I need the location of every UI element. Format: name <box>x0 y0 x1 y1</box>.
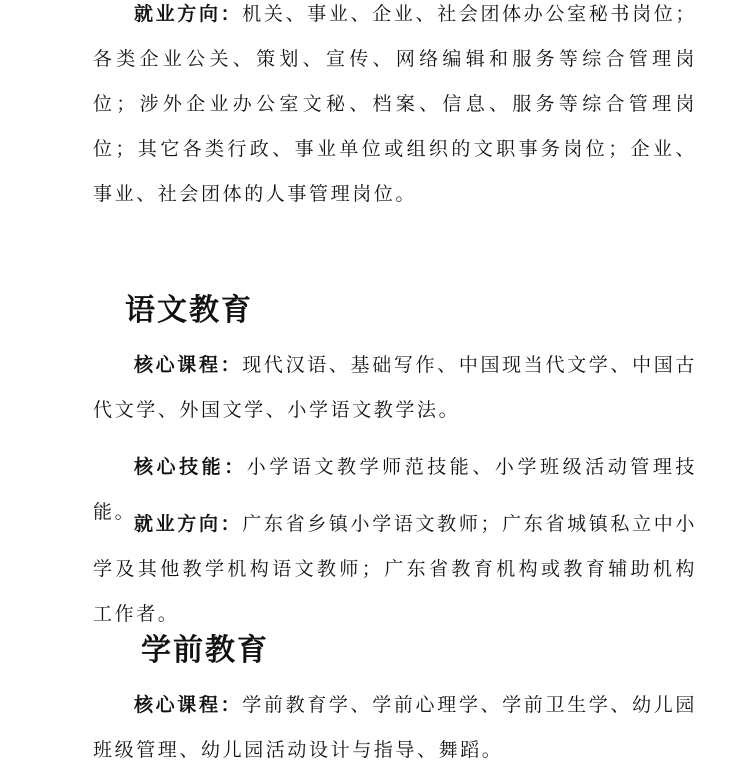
chinese-courses-paragraph <box>93 343 697 433</box>
courses-label: 核心课程： <box>134 694 243 716</box>
courses-text: 学前教育学、学前心理学、学前卫生学、幼儿园班级管理、幼儿园活动设计与指导、舞蹈。 <box>93 694 697 761</box>
section-heading-chinese: 语文教育 <box>125 293 253 328</box>
courses-label: 核心课程： <box>134 354 243 376</box>
chinese-employment-paragraph <box>93 502 697 637</box>
courses-text: 现代汉语、基础写作、中国现当代文学、中国古代文学、外国文学、小学语文教学法。 <box>93 354 697 421</box>
skills-label: 核心技能： <box>134 456 247 478</box>
skills-text: 小学语文教学师范技能、小学班级活动管理技能。 <box>93 456 697 523</box>
employment-label: 就业方向： <box>134 513 243 535</box>
intro-employment-paragraph <box>93 0 697 217</box>
employment-label: 就业方向： <box>134 3 243 25</box>
preschool-courses-paragraph <box>93 683 697 773</box>
employment-text: 广东省乡镇小学语文教师；广东省城镇私立中小学及其他教学机构语文教师；广东省教育机构或教育辅助机构工作者。 <box>93 513 697 625</box>
employment-text: 机关、事业、企业、社会团体办公室秘书岗位；各类企业公关、策划、宣传、网络编辑和服务等综合管理岗位；涉外企业办公室文秘、档案、信息、服务等综合管理岗位；其它各类行政、事业单位或组织的文职事务岗位；企业、事业、社会团体的人事管理岗位。 <box>93 3 697 205</box>
section-heading-preschool: 学前教育 <box>141 633 269 668</box>
